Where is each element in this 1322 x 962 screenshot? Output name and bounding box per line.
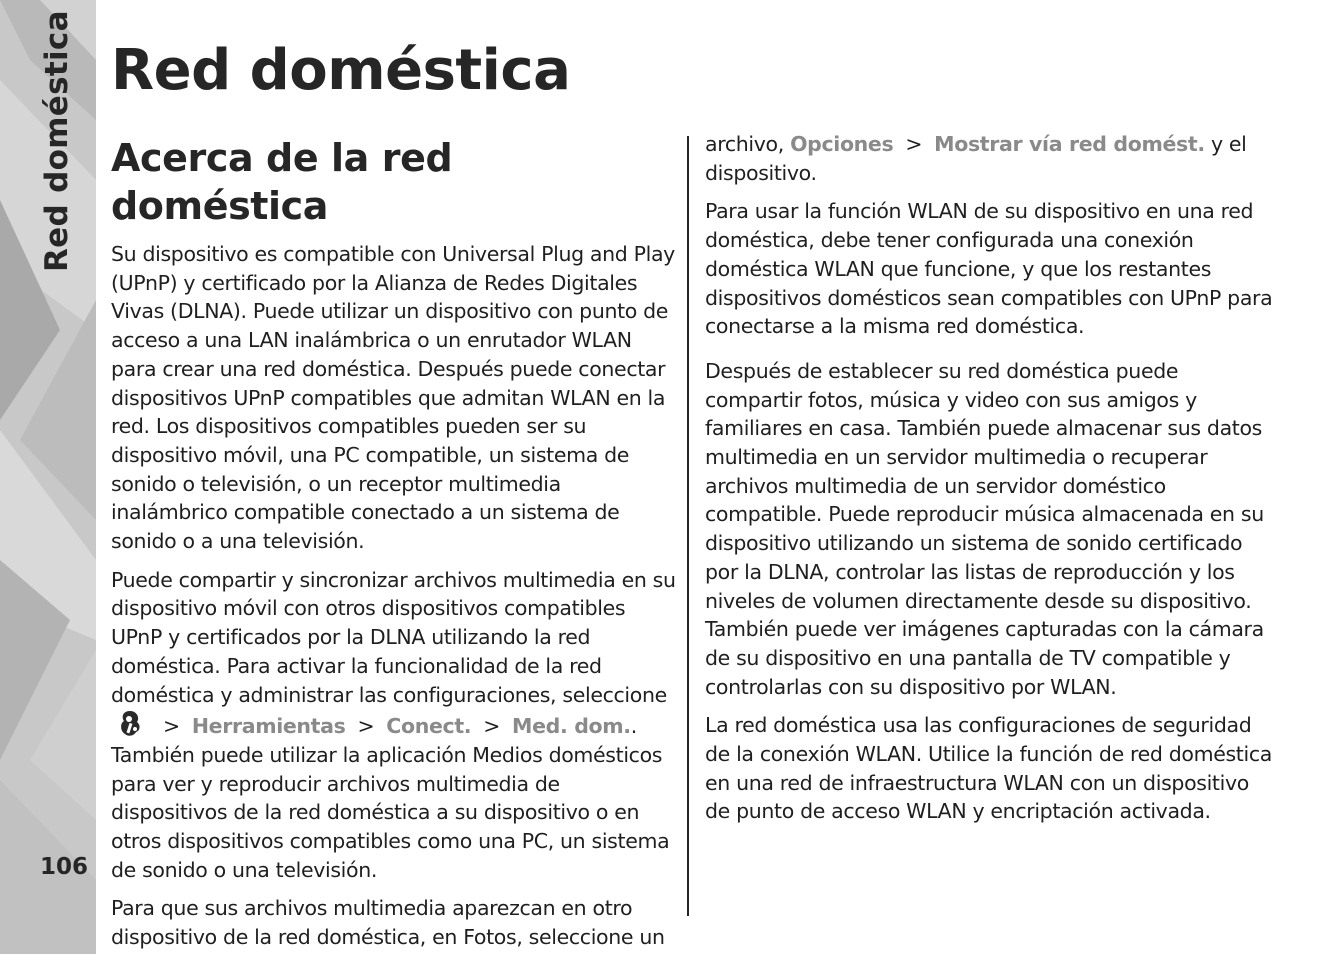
menu-path-herramientas: Herramientas	[191, 714, 346, 739]
tools-app-icon	[117, 709, 143, 739]
side-section-label: Red doméstica	[39, 10, 75, 272]
menu-path-med-dom: Med. dom.	[512, 714, 631, 739]
paragraph-2-rest: . También puede utilizar la aplicación Medios domésticos para ver y reproducir archivos multimedia de dispositivos de la red doméstica a su dispositivo o en otros dispositivos compatibles como una PC, un sistema de sonido o una televisión.	[111, 714, 670, 882]
paragraph-5: Para usar la función WLAN de su dispositivo en una red doméstica, debe tener configurada una conexión doméstica WLAN que funcione, y que los restantes dispositivos domésticos sean compatibles con UPnP para conectarse a la misma red doméstica.	[705, 199, 1273, 339]
paragraph-6: Después de establecer su red doméstica puede compartir fotos, música y video con sus amigos y familiares en casa. También puede almacenar sus datos multimedia en un servidor multimedia o recuperar archivos multimedia de un servidor doméstico compatible. Puede reproducir música almacenada en su dispositivo utilizando un sistema de sonido certificado por la DLNA, controlar las listas de reproducción y los niveles de volumen directamente desde su dispositivo. También puede ver imágenes capturadas con la cámara de su dispositivo en una pantalla de TV compatible y controlarlas con su dispositivo por WLAN.	[705, 358, 1264, 699]
path-separator: >	[163, 714, 180, 739]
paragraph-2	[111, 566, 677, 885]
path-separator: >	[483, 714, 501, 739]
page-title: Red doméstica	[111, 38, 571, 103]
path-separator: >	[905, 132, 923, 156]
section-heading: Acerca de la red doméstica	[111, 136, 453, 228]
paragraph-4	[705, 130, 1273, 187]
column-divider	[687, 136, 689, 916]
paragraph-2-intro: Puede compartir y sincronizar archivos multimedia en su dispositivo móvil con otros dispositivos compatibles UPnP y certificados por la DLNA utilizando la red doméstica. Para activar la funcionalidad de la red doméstica y administrar las configuraciones, seleccione	[111, 567, 676, 707]
paragraph-1: Su dispositivo es compatible con Universal Plug and Play (UPnP) y certificado por la Alianza de Redes Digitales Vivas (DLNA). Puede utilizar un dispositivo con punto de acceso a una LAN inalámbrica o un enrutador WLAN para crear una red doméstica. Después puede conectar dispositivos UPnP compatibles que admitan WLAN en la red. Los dispositivos compatibles pueden ser su dispositivo móvil, una PC compatible, un sistema de sonido o televisión, o un receptor multimedia inalámbrico compatible conectado a un sistema de sonido o a una televisión.	[111, 242, 675, 554]
option-mostrar-via-red: Mostrar vía red domést.	[934, 132, 1205, 156]
paragraph-7: La red doméstica usa las configuraciones de seguridad de la conexión WLAN. Utilice la función de red doméstica en una red de infraestructura WLAN con un dispositivo de punto de acceso WLAN y encriptación activada.	[705, 713, 1272, 824]
option-opciones: Opciones	[790, 132, 894, 156]
left-column	[111, 130, 677, 962]
paragraph-4-rest: y el dispositivo.	[705, 132, 1247, 185]
page-number: 106	[40, 854, 89, 880]
path-separator: >	[357, 714, 375, 739]
paragraph-3: Para que sus archivos multimedia aparezcan en otro dispositivo de la red doméstica, en Fotos, seleccione un	[111, 896, 665, 950]
right-column	[705, 130, 1273, 836]
paragraph-4-intro: archivo,	[705, 132, 784, 156]
menu-path-conect: Conect.	[386, 714, 472, 739]
side-band	[0, 0, 96, 954]
